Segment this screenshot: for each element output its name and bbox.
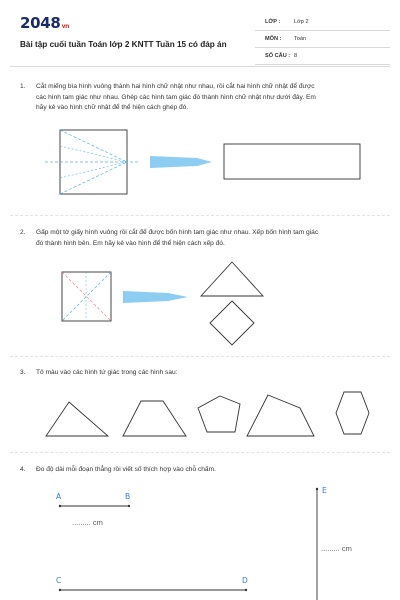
meta-key: LỚP : xyxy=(265,19,281,25)
point-label-a: A xyxy=(56,492,62,501)
point-label-c: C xyxy=(56,576,62,585)
meta-value: Toán xyxy=(294,36,307,42)
question-number: 1. xyxy=(20,83,26,90)
question-text: Đo độ dài mỗi đoạn thẳng rồi viết số thích hợp vào chỗ chấm. xyxy=(36,466,216,473)
point-c xyxy=(59,589,61,591)
question-text: Gấp một tờ giấy hình vuông rồi cắt để được bốn hình tam giác như nhau. Xếp bốn hình tam giác đó thành hình bên. Em hãy kẻ vào hình để thể hiện cách xếp đó. xyxy=(36,229,319,247)
point-e xyxy=(316,488,318,490)
point-a xyxy=(59,505,61,507)
point-d xyxy=(245,589,247,591)
meta-value: Lớp 2 xyxy=(294,19,309,25)
point-label-b: B xyxy=(125,492,131,501)
question-text: Cắt miếng bìa hình vuông thành hai hình chữ nhật như nhau, rồi cắt hai hình chữ nhật để được các hình tam giác như nhau. Ghép các hình tam giác đó thành hình chữ nhật như dưới đây. Em hãy kẻ vào hình chữ nhật để thể hiện cách ghép đó. xyxy=(36,83,316,111)
meta-value: 8 xyxy=(294,53,298,59)
question-number: 3. xyxy=(20,369,26,376)
question-number: 2. xyxy=(20,229,26,236)
answer-blank[interactable]: ......... cm xyxy=(72,518,103,527)
page-title: Bài tập cuối tuần Toán lớp 2 KNTT Tuần 15 có đáp án xyxy=(20,40,227,49)
meta-key: MÔN : xyxy=(265,36,282,42)
meta-key: SỐ CÂU : xyxy=(265,53,291,59)
site-logo[interactable]: 2048vn xyxy=(20,14,70,32)
question-text: Tô màu vào các hình tứ giác trong các hình sau: xyxy=(36,369,178,376)
point-label-e: E xyxy=(322,486,327,495)
point-b xyxy=(128,505,130,507)
answer-blank[interactable]: ......... cm xyxy=(321,544,352,553)
point-label-d: D xyxy=(242,576,248,585)
question-number: 4. xyxy=(20,466,26,473)
